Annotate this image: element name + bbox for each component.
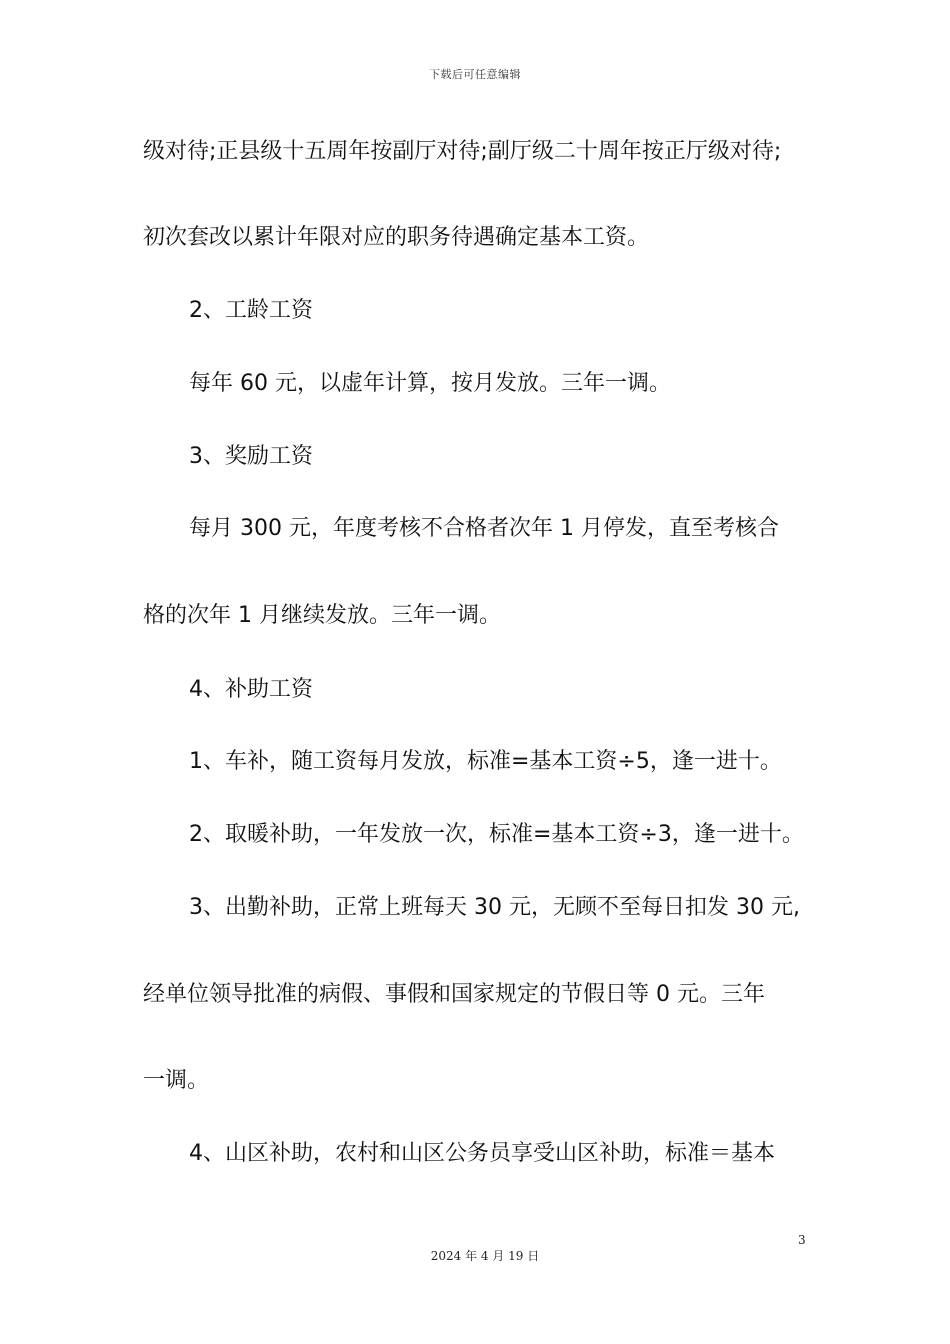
- section-heading-bonus-pay: 3、奖励工资: [189, 444, 313, 469]
- page-header: 下载后可任意编辑: [429, 68, 521, 81]
- body-line-11: 3、出勤补助，正常上班每天 30 元，无顾不至每日扣发 30 元,: [189, 895, 800, 920]
- body-line-12: 经单位领导批准的病假、事假和国家规定的节假日等 0 元。三年: [143, 982, 765, 1007]
- page-footer-date: 2024 年 4 月 19 日: [430, 1249, 540, 1263]
- section-heading-subsidy-pay: 4、补助工资: [189, 677, 313, 702]
- body-line-4: 每年 60 元，以虚年计算，按月发放。三年一调。: [189, 371, 671, 396]
- body-line-13: 一调。: [143, 1068, 210, 1093]
- body-line-10: 2、取暖补助，一年发放一次，标准=基本工资÷3，逢一进十。: [189, 822, 804, 847]
- body-line-7: 格的次年 1 月继续发放。三年一调。: [143, 603, 501, 628]
- page-number: 3: [798, 1233, 806, 1247]
- body-line-2: 初次套改以累计年限对应的职务待遇确定基本工资。: [143, 225, 650, 250]
- body-line-14: 4、山区补助，农村和山区公务员享受山区补助，标准＝基本: [189, 1141, 775, 1166]
- section-heading-seniority-pay: 2、工龄工资: [189, 298, 313, 323]
- body-line-9: 1、车补，随工资每月发放，标准=基本工资÷5，逢一进十。: [189, 749, 782, 774]
- body-line-1: 级对待;正县级十五周年按副厅对待;副厅级二十周年按正厅级对待;: [143, 139, 782, 164]
- body-line-6: 每月 300 元，年度考核不合格者次年 1 月停发，直至考核合: [189, 516, 779, 541]
